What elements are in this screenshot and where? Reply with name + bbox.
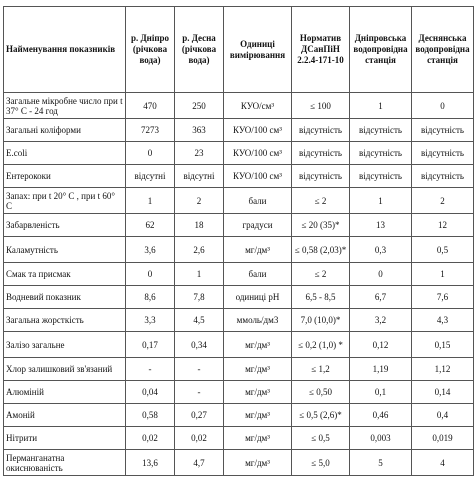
indicator-name-cell: Загальні коліформи xyxy=(4,119,126,142)
dnipro-river-cell: 8,6 xyxy=(126,286,175,309)
table-row xyxy=(4,142,474,165)
header-standard: Норматив ДСанПіН 2.2.4-171-10 xyxy=(292,7,350,93)
water-quality-table xyxy=(3,6,474,476)
desna-station-cell: 0,14 xyxy=(412,381,474,404)
header-dnipro-river: р. Дніпро (річкова вода) xyxy=(126,7,175,93)
dnipro-river-cell: 1 xyxy=(126,188,175,214)
standard-cell: 7,0 (10,0)* xyxy=(292,309,350,332)
desna-river-cell: 23 xyxy=(175,142,224,165)
dnipro-river-cell: 13,6 xyxy=(126,450,175,476)
desna-station-cell: 4,3 xyxy=(412,309,474,332)
standard-cell: ≤ 1,2 xyxy=(292,358,350,381)
dnipro-station-cell: 6,7 xyxy=(350,286,412,309)
indicator-name-cell: Забарвленість xyxy=(4,214,126,237)
dnipro-station-cell: 0,3 xyxy=(350,237,412,263)
dnipro-river-cell: 0,02 xyxy=(126,427,175,450)
desna-station-cell: відсутність xyxy=(412,119,474,142)
standard-cell: ≤ 2 xyxy=(292,263,350,286)
units-cell: мг/дм³ xyxy=(224,237,292,263)
table-row xyxy=(4,450,474,476)
table-row xyxy=(4,358,474,381)
standard-cell: відсутність xyxy=(292,119,350,142)
dnipro-river-cell: 3,6 xyxy=(126,237,175,263)
dnipro-river-cell: 0 xyxy=(126,263,175,286)
units-cell: КУО/см³ xyxy=(224,93,292,119)
dnipro-station-cell: 0,46 xyxy=(350,404,412,427)
indicator-name-cell: Алюміній xyxy=(4,381,126,404)
units-cell: ммоль/дм3 xyxy=(224,309,292,332)
table-row xyxy=(4,237,474,263)
dnipro-station-cell: 0 xyxy=(350,263,412,286)
desna-station-cell: 4 xyxy=(412,450,474,476)
units-cell: мг/дм³ xyxy=(224,358,292,381)
table-row xyxy=(4,286,474,309)
indicator-name-cell: Перманганатна окиснюваність xyxy=(4,450,126,476)
desna-river-cell: 0,02 xyxy=(175,427,224,450)
indicator-name-cell: Нітрити xyxy=(4,427,126,450)
dnipro-station-cell: 0,003 xyxy=(350,427,412,450)
table-row xyxy=(4,263,474,286)
standard-cell: ≤ 5,0 xyxy=(292,450,350,476)
desna-river-cell: 0,27 xyxy=(175,404,224,427)
indicator-name-cell: Амоній xyxy=(4,404,126,427)
table-row xyxy=(4,214,474,237)
desna-river-cell: 250 xyxy=(175,93,224,119)
indicator-name-cell: Загальне мікробне число при t 37° С - 24 год xyxy=(4,93,126,119)
table-row xyxy=(4,188,474,214)
standard-cell: ≤ 0,50 xyxy=(292,381,350,404)
table-row xyxy=(4,427,474,450)
units-cell: КУО/100 см³ xyxy=(224,165,292,188)
desna-station-cell: 0,15 xyxy=(412,332,474,358)
dnipro-station-cell: 13 xyxy=(350,214,412,237)
desna-station-cell: 0,4 xyxy=(412,404,474,427)
standard-cell: ≤ 0,58 (2,03)* xyxy=(292,237,350,263)
dnipro-station-cell: відсутність xyxy=(350,165,412,188)
units-cell: градуси xyxy=(224,214,292,237)
desna-river-cell: 2 xyxy=(175,188,224,214)
standard-cell: ≤ 0,2 (1,0) * xyxy=(292,332,350,358)
indicator-name-cell: Хлор залишковий зв'язаний xyxy=(4,358,126,381)
indicator-name-cell: Загальна жорсткість xyxy=(4,309,126,332)
units-cell: бали xyxy=(224,188,292,214)
header-units: Одиниці вимірювання xyxy=(224,7,292,93)
desna-station-cell: 0 xyxy=(412,93,474,119)
table-row xyxy=(4,165,474,188)
table-body xyxy=(4,93,474,476)
desna-river-cell: 1 xyxy=(175,263,224,286)
standard-cell: відсутність xyxy=(292,142,350,165)
indicator-name-cell: Каламутність xyxy=(4,237,126,263)
units-cell: мг/дм³ xyxy=(224,450,292,476)
units-cell: мг/дм³ xyxy=(224,404,292,427)
desna-river-cell: 363 xyxy=(175,119,224,142)
desna-station-cell: 2 xyxy=(412,188,474,214)
desna-station-cell: 0,019 xyxy=(412,427,474,450)
dnipro-river-cell: 0,04 xyxy=(126,381,175,404)
desna-river-cell: 18 xyxy=(175,214,224,237)
standard-cell: ≤ 0,5 xyxy=(292,427,350,450)
desna-river-cell: 7,8 xyxy=(175,286,224,309)
table-row xyxy=(4,93,474,119)
header-desna-river: р. Десна (річкова вода) xyxy=(175,7,224,93)
table-row xyxy=(4,309,474,332)
indicator-name-cell: Запах: при t 20° С , при t 60° С xyxy=(4,188,126,214)
desna-station-cell: відсутність xyxy=(412,165,474,188)
desna-river-cell: - xyxy=(175,358,224,381)
indicator-name-cell: E.coli xyxy=(4,142,126,165)
indicator-name-cell: Ентерококи xyxy=(4,165,126,188)
header-dnipro-station: Дніпровська водопровідна станція xyxy=(350,7,412,93)
desna-river-cell: відсутні xyxy=(175,165,224,188)
standard-cell: 6,5 - 8,5 xyxy=(292,286,350,309)
dnipro-river-cell: 0,58 xyxy=(126,404,175,427)
desna-river-cell: 4,7 xyxy=(175,450,224,476)
header-desna-station: Деснянська водопровідна станція xyxy=(412,7,474,93)
indicator-name-cell: Залізо загальне xyxy=(4,332,126,358)
desna-river-cell: 4,5 xyxy=(175,309,224,332)
units-cell: мг/дм³ xyxy=(224,381,292,404)
table-header-row xyxy=(4,7,474,93)
dnipro-station-cell: 1 xyxy=(350,188,412,214)
dnipro-river-cell: - xyxy=(126,358,175,381)
dnipro-station-cell: 1 xyxy=(350,93,412,119)
dnipro-station-cell: відсутність xyxy=(350,142,412,165)
desna-station-cell: 1 xyxy=(412,263,474,286)
table-row xyxy=(4,381,474,404)
units-cell: мг/дм³ xyxy=(224,427,292,450)
table-row xyxy=(4,332,474,358)
table-row xyxy=(4,404,474,427)
dnipro-station-cell: 1,19 xyxy=(350,358,412,381)
desna-river-cell: - xyxy=(175,381,224,404)
dnipro-station-cell: 0,1 xyxy=(350,381,412,404)
desna-station-cell: відсутність xyxy=(412,142,474,165)
dnipro-river-cell: відсутні xyxy=(126,165,175,188)
dnipro-river-cell: 62 xyxy=(126,214,175,237)
dnipro-river-cell: 0,17 xyxy=(126,332,175,358)
header-indicator-name: Найменування показників xyxy=(4,7,126,93)
desna-station-cell: 12 xyxy=(412,214,474,237)
indicator-name-cell: Водневий показник xyxy=(4,286,126,309)
dnipro-station-cell: 0,12 xyxy=(350,332,412,358)
desna-station-cell: 7,6 xyxy=(412,286,474,309)
units-cell: мг/дм³ xyxy=(224,332,292,358)
dnipro-river-cell: 470 xyxy=(126,93,175,119)
standard-cell: ≤ 0,5 (2,6)* xyxy=(292,404,350,427)
standard-cell: ≤ 20 (35)* xyxy=(292,214,350,237)
standard-cell: ≤ 2 xyxy=(292,188,350,214)
desna-station-cell: 1,12 xyxy=(412,358,474,381)
dnipro-station-cell: 3,2 xyxy=(350,309,412,332)
standard-cell: відсутність xyxy=(292,165,350,188)
dnipro-river-cell: 7273 xyxy=(126,119,175,142)
desna-station-cell: 0,5 xyxy=(412,237,474,263)
dnipro-river-cell: 3,3 xyxy=(126,309,175,332)
dnipro-river-cell: 0 xyxy=(126,142,175,165)
units-cell: КУО/100 см³ xyxy=(224,119,292,142)
dnipro-station-cell: 5 xyxy=(350,450,412,476)
units-cell: одиниці рН xyxy=(224,286,292,309)
desna-river-cell: 2,6 xyxy=(175,237,224,263)
standard-cell: ≤ 100 xyxy=(292,93,350,119)
table-row xyxy=(4,119,474,142)
desna-river-cell: 0,34 xyxy=(175,332,224,358)
units-cell: КУО/100 см³ xyxy=(224,142,292,165)
indicator-name-cell: Смак та присмак xyxy=(4,263,126,286)
units-cell: бали xyxy=(224,263,292,286)
dnipro-station-cell: відсутність xyxy=(350,119,412,142)
